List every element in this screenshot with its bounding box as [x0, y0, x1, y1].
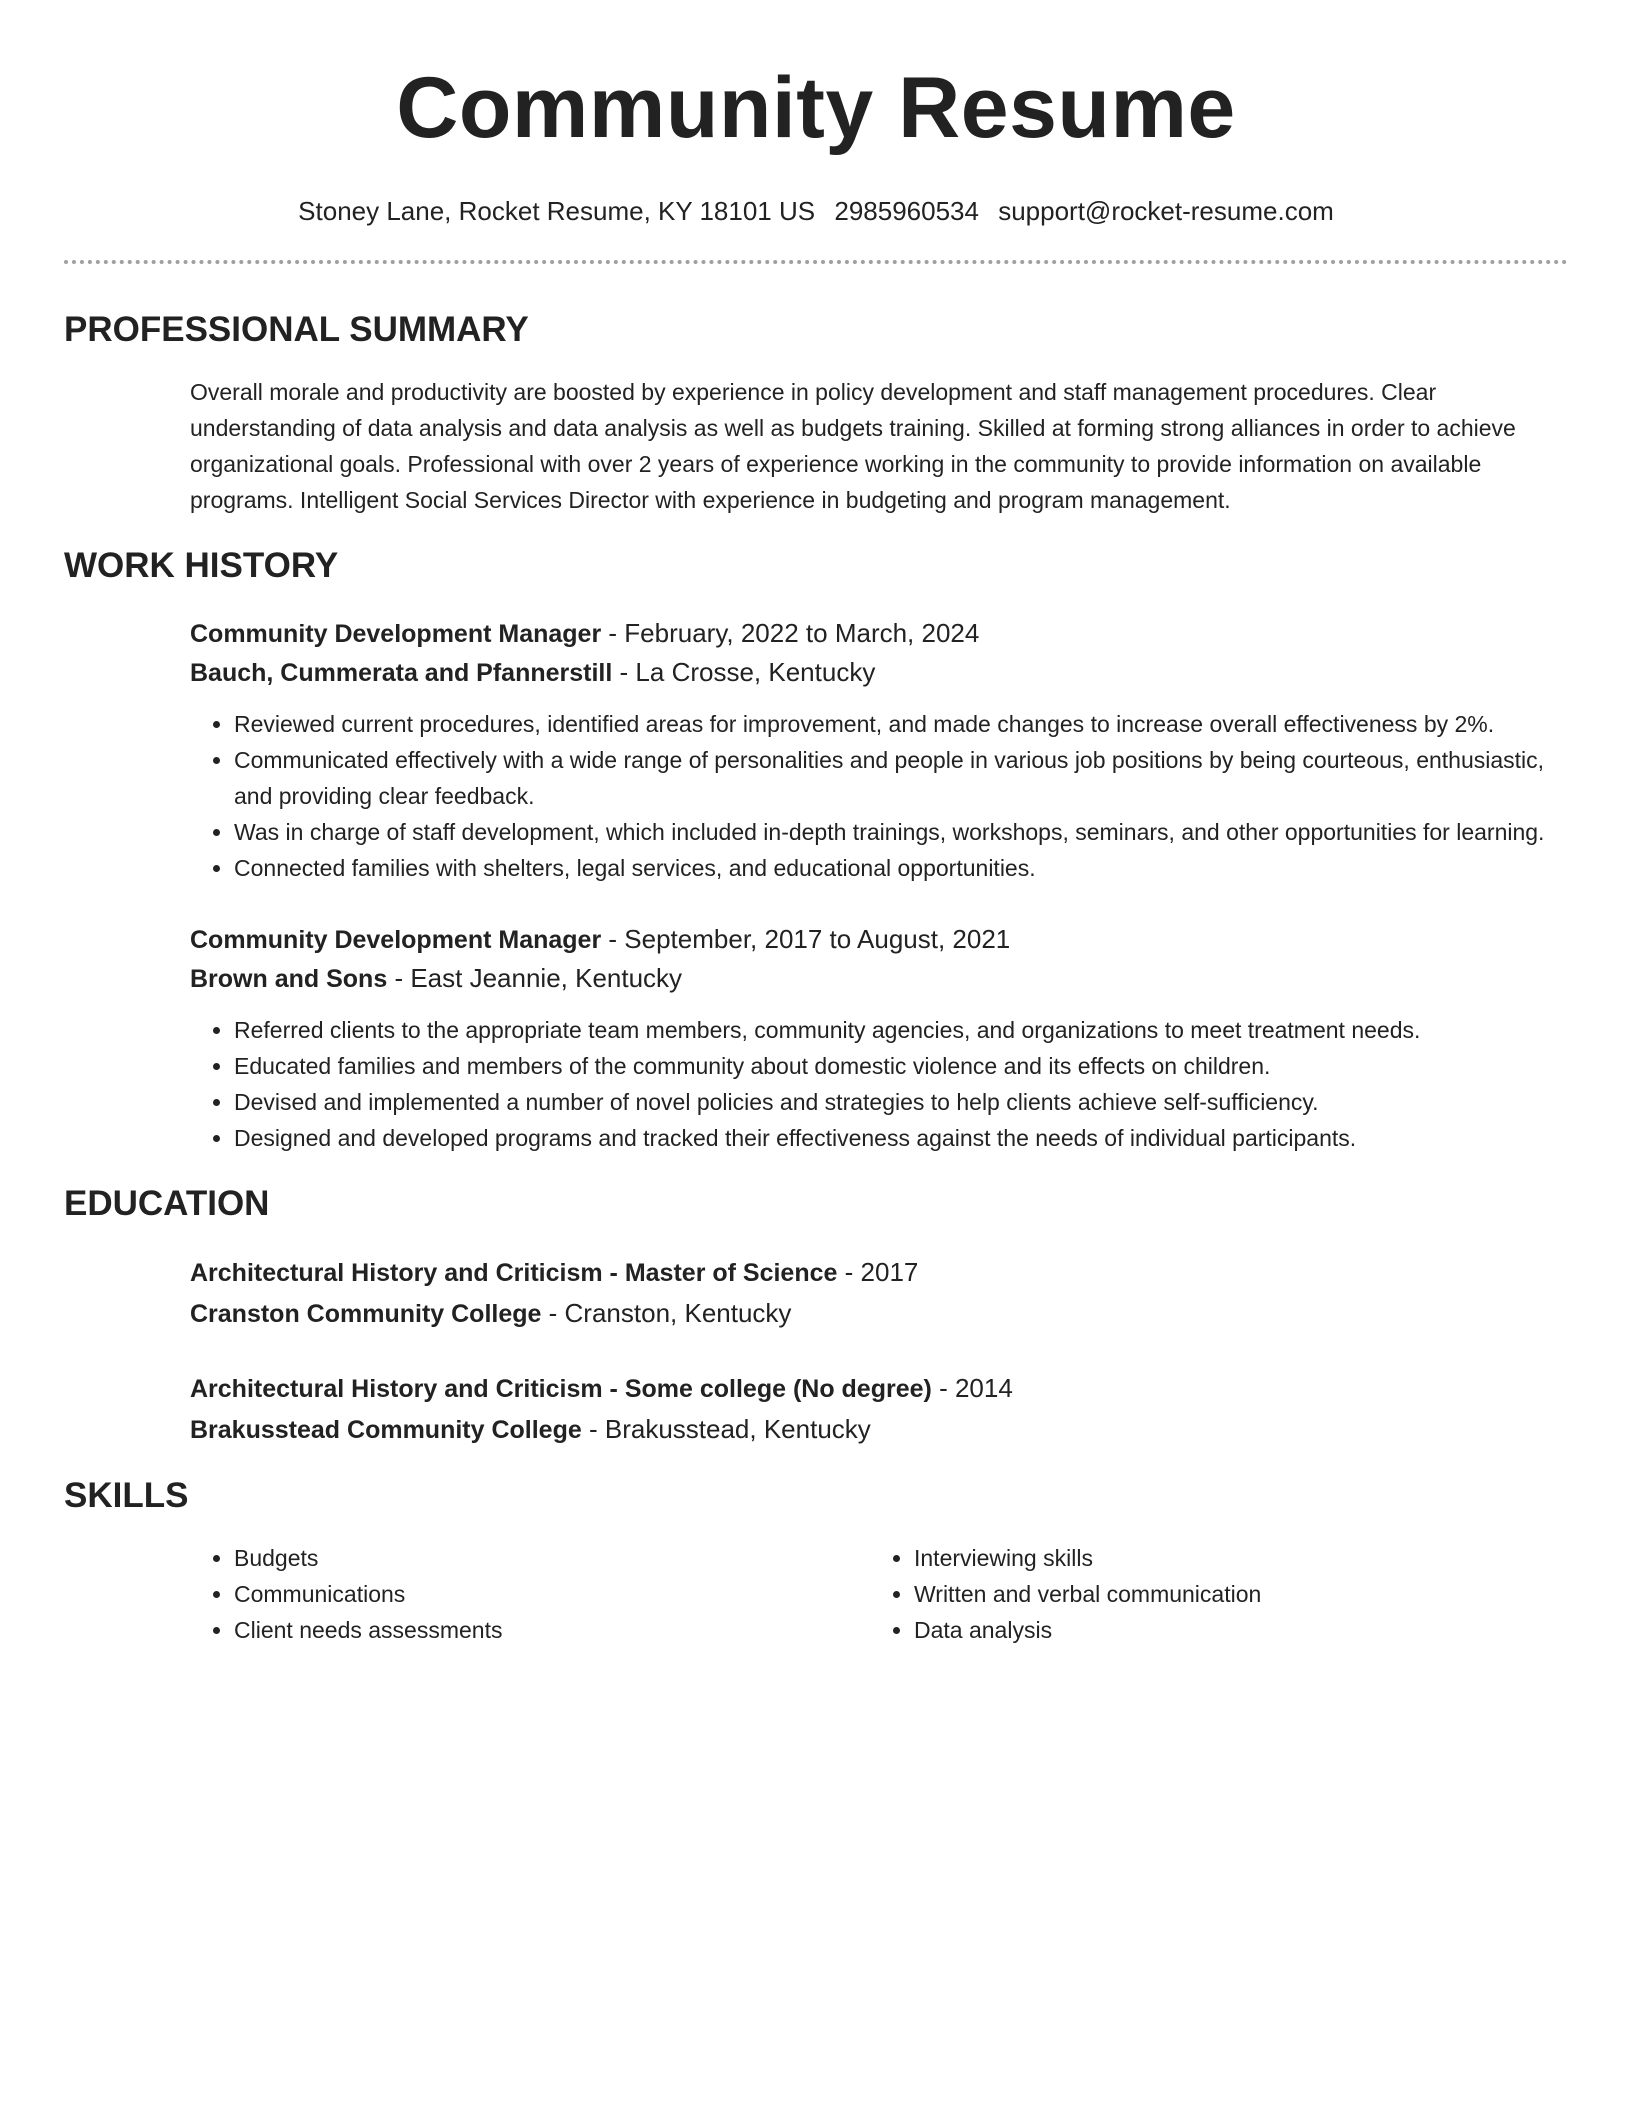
skill-item: • Written and verbal communication [914, 1576, 1550, 1612]
education-school-line [190, 1293, 1568, 1334]
skill-item: • Budgets [234, 1540, 870, 1576]
skill-item: • Client needs assessments [234, 1612, 870, 1648]
education-entry [190, 1368, 1568, 1450]
education-entry [190, 1252, 1568, 1334]
job-company-line [190, 959, 1568, 998]
education-location: - Brakusstead, Kentucky [581, 1414, 871, 1444]
job-company: Bauch, Cummerata and Pfannerstill [190, 659, 613, 687]
job-dates: - September, 2017 to August, 2021 [601, 924, 1011, 954]
education-degree: Architectural History and Criticism - Some college (No degree) [190, 1375, 932, 1403]
education-location: - Cranston, Kentucky [541, 1298, 792, 1328]
job-entry [190, 614, 1568, 886]
job-bullet: • Devised and implemented a number of novel policies and strategies to help clients achieve self-sufficiency. [234, 1084, 1568, 1120]
contact-email: support@rocket-resume.com [998, 196, 1334, 226]
job-bullet: • Referred clients to the appropriate team members, community agencies, and organizations to meet treatment needs. [234, 1012, 1568, 1048]
header-divider [64, 260, 1568, 264]
job-bullet: • Communicated effectively with a wide range of personalities and people in various job positions by being courteous, enthusiastic, and providing clear feedback. [234, 742, 1568, 814]
skills-heading: SKILLS [64, 1476, 189, 1515]
job-company: Brown and Sons [190, 965, 388, 993]
skill-item: • Data analysis [914, 1612, 1550, 1648]
job-entry [190, 920, 1568, 1156]
contact-line [64, 194, 1568, 228]
job-title-line [190, 614, 1568, 653]
education-degree-line [190, 1252, 1568, 1293]
skills-grid [190, 1540, 1568, 1648]
job-dates: - February, 2022 to March, 2024 [601, 618, 980, 648]
education-list [64, 1252, 1568, 1450]
work-history-heading: WORK HISTORY [64, 546, 339, 585]
work-history-list [64, 614, 1568, 1156]
job-location: - East Jeannie, Kentucky [387, 963, 683, 993]
summary-text: Overall morale and productivity are boosted by experience in policy development and staff management procedures. Clear understanding of data analysis and data analysis as well as budgets training. Skilled at forming strong alliances in order to achieve organizational goals. Professional with over 2 years of experience working in the community to provide information on available programs. Intelligent Social Services Director with experience in budgeting and program management. [190, 379, 1516, 513]
education-year: - 2017 [837, 1257, 919, 1287]
education-degree: Architectural History and Criticism - Master of Science [190, 1259, 838, 1287]
job-position: Community Development Manager [190, 926, 602, 954]
skills-column-left [190, 1540, 870, 1648]
education-year: - 2014 [931, 1373, 1013, 1403]
contact-phone: 2985960534 [834, 196, 979, 226]
job-bullet: • Educated families and members of the community about domestic violence and its effects on children. [234, 1048, 1568, 1084]
job-bullet: • Was in charge of staff development, which included in-depth trainings, workshops, seminars, and other opportunities for learning. [234, 814, 1568, 850]
contact-address: Stoney Lane, Rocket Resume, KY 18101 US [298, 196, 816, 226]
skill-item: • Communications [234, 1576, 870, 1612]
education-school: Cranston Community College [190, 1300, 542, 1328]
job-bullet: • Reviewed current procedures, identified areas for improvement, and made changes to increase overall effectiveness by 2%. [234, 706, 1568, 742]
education-heading: EDUCATION [64, 1184, 270, 1223]
job-bullet: • Designed and developed programs and tracked their effectiveness against the needs of individual participants. [234, 1120, 1568, 1156]
resume-name: Community Resume [396, 60, 1236, 156]
job-bullets [190, 706, 1568, 886]
job-position: Community Development Manager [190, 620, 602, 648]
summary-heading: PROFESSIONAL SUMMARY [64, 310, 529, 349]
job-bullets [190, 1012, 1568, 1156]
education-school: Brakusstead Community College [190, 1416, 582, 1444]
skill-item: • Interviewing skills [914, 1540, 1550, 1576]
job-bullet: • Connected families with shelters, legal services, and educational opportunities. [234, 850, 1568, 886]
education-school-line [190, 1409, 1568, 1450]
job-title-line [190, 920, 1568, 959]
job-company-line [190, 653, 1568, 692]
education-degree-line [190, 1368, 1568, 1409]
skills-column-right [870, 1540, 1550, 1648]
job-location: - La Crosse, Kentucky [612, 657, 876, 687]
